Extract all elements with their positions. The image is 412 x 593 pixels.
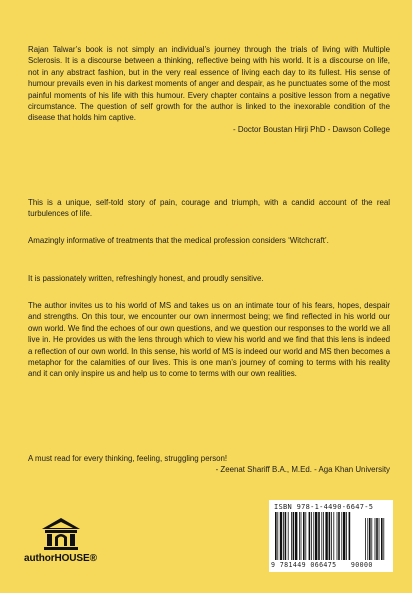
barcode-bar: [315, 512, 317, 560]
barcode-bar: [280, 512, 282, 560]
barcode-bar: [321, 512, 322, 560]
isbn-barcode: [269, 500, 393, 572]
barcode-bar: [341, 512, 342, 560]
barcode-bar: [311, 512, 312, 560]
barcode-bar: [305, 512, 306, 560]
barcode-bar: [337, 512, 338, 560]
quote-text: Amazingly informative of treatments that the medical profession considers ‘Witchcraft’.: [28, 236, 329, 245]
barcode-bar: [343, 512, 345, 560]
barcode-bar: [338, 512, 340, 560]
quote-text: This is a unique, self-told story of pain, courage and triumph, with a candid account of the real turbulences of life.: [28, 198, 390, 219]
review-attribution: - Doctor Boustan Hirji PhD - Dawson College: [233, 124, 390, 134]
barcode-bar: [301, 512, 302, 560]
quote-passionate: [28, 273, 390, 284]
quote-informative: [28, 235, 390, 246]
barcode-bar: [288, 512, 289, 560]
barcode-bar: [329, 512, 331, 560]
barcode-addon-bar: [371, 518, 372, 560]
barcode-bar: [283, 512, 284, 560]
barcode-bar: [309, 512, 311, 560]
barcode-addon-bar: [375, 518, 376, 560]
quote-text: The author invites us to his world of MS and takes us on an intimate tour of his fears, hopes, despair and strengths. On this tour, we encounter our own innermost being; we find reflected in his world our own world. We find the echoes of our own questions, and we question our responses to the world we all live in. He provides us with the lens through which to view his world and we find that this lens is indeed a reflection of our own world. In this sense, his world of MS is indeed our world and MS then becomes a metaphor for the calamities of our lives. This is one man’s journey of coming to terms with his reality and it can only inspire us and help us to come to terms with our own realities.: [28, 301, 390, 379]
price-code: 90000: [350, 561, 373, 569]
barcode-bar: [331, 512, 332, 560]
barcode-bar: [275, 512, 277, 560]
review-text: A must read for every thinking, feeling, struggling person!: [28, 454, 228, 463]
barcode-addon-bar: [369, 518, 371, 560]
barcode-addon-bar: [367, 518, 368, 560]
quote-world-of-ms: [28, 300, 390, 380]
barcode-bar: [325, 512, 327, 560]
review-attribution: - Zeenat Shariff B.A., M.Ed. - Aga Khan University: [215, 465, 390, 475]
barcode-bars: [273, 512, 389, 560]
barcode-bar: [318, 512, 320, 560]
barcode-bar: [303, 512, 305, 560]
barcode-number: 9 781449 066475 90000: [271, 561, 373, 569]
quote-text: It is passionately written, refreshingly honest, and proudly sensitive.: [28, 274, 264, 283]
barcode-bar: [346, 512, 347, 560]
barcode-addon-bar: [381, 518, 383, 560]
barcode-addon-bar: [365, 518, 366, 560]
barcode-addon-bar: [383, 518, 384, 560]
review-zeenat-shariff: [28, 453, 390, 476]
barcode-bar: [323, 512, 324, 560]
review-text: Rajan Talwar’s book is not simply an individual’s journey through the trials of living with Multiple Sclerosis. It is a discourse between a thinking, reflective being with his world. It is a discourse on life, not in any abstract fashion, but in the very real essence of living each day to its fullest. His sense of humour prevails even in his darkest moments of anger and despair, as he punctuates some of the most painful moments of his life with this humour. Every chapter contains a positive lesson from a negative circumstance. The question of self growth for the author is linked to the inexorable condition of the disease that holds him captive.: [28, 45, 390, 123]
barcode-bar: [349, 512, 351, 560]
review-boustan-hirji: [28, 44, 390, 135]
barcode-bar: [295, 512, 297, 560]
barcode-bar: [285, 512, 287, 560]
publisher-logo: [24, 517, 104, 567]
barcode-bar: [299, 512, 300, 560]
barcode-addon-bar: [379, 518, 380, 560]
barcode-bar: [293, 512, 295, 560]
barcode-bar: [277, 512, 278, 560]
authorhouse-house-icon: [41, 517, 81, 551]
barcode-bar: [313, 512, 314, 560]
quote-unique-story: [28, 197, 390, 220]
barcode-addon-bar: [376, 518, 378, 560]
barcode-bar: [333, 512, 334, 560]
isbn-label: ISBN 978-1-4490-6647-5: [274, 503, 374, 511]
publisher-name: authorHOUSE®: [24, 553, 97, 564]
barcode-bar: [291, 512, 292, 560]
